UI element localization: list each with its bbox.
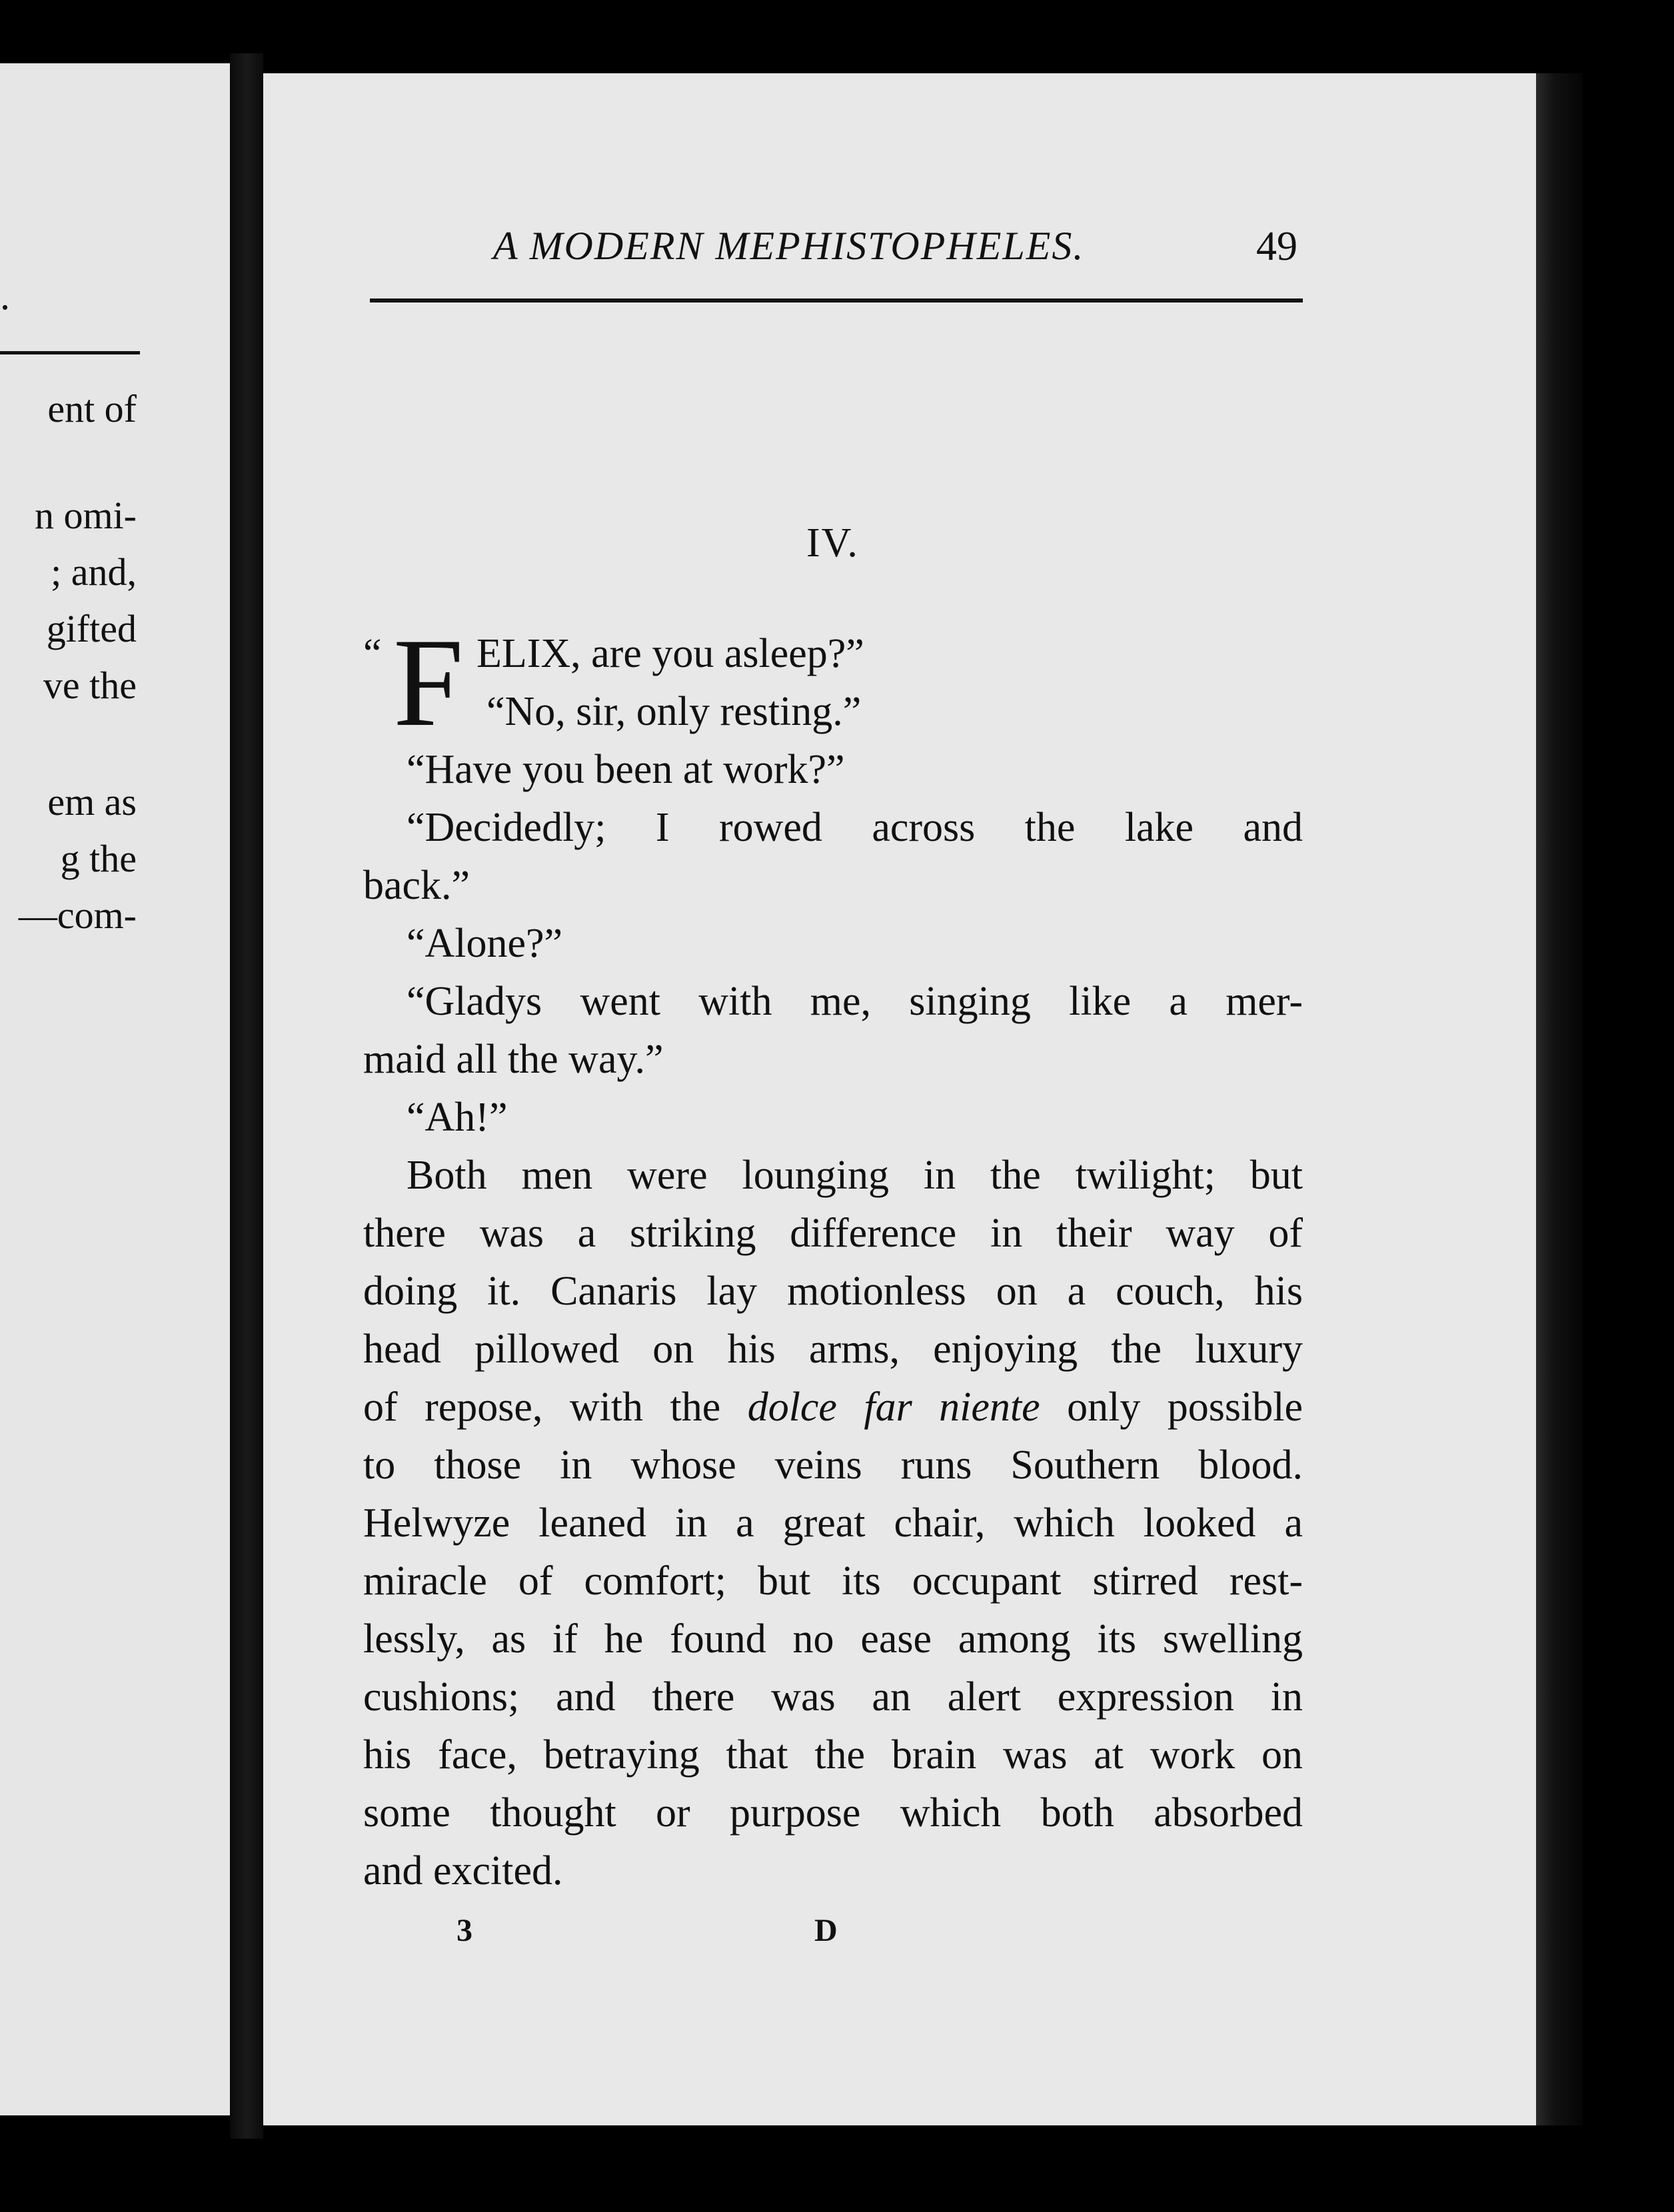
signature-letter: D	[814, 1913, 838, 1948]
left-page-line: gifted	[46, 607, 137, 650]
left-page-rule	[0, 351, 140, 354]
dialogue-line: “Alone?”	[407, 921, 563, 966]
paragraph-line: lessly, as if he found no ease among its swelling	[363, 1616, 1303, 1662]
paragraph-line: Helwyze leaned in a great chair, which looked a	[363, 1500, 1303, 1546]
italic-phrase: dolce far niente	[747, 1384, 1040, 1430]
left-page-line: em as	[47, 780, 137, 824]
dialogue-line: “Decidedly; I rowed across the lake and	[407, 805, 1303, 850]
dialogue-line: “No, sir, only resting.”	[486, 689, 862, 734]
dialogue-line: ELIX, are you asleep?”	[476, 631, 864, 676]
page-number: 49	[1256, 224, 1297, 269]
paragraph-line: to those in whose veins runs Southern blood.	[363, 1442, 1303, 1488]
dialogue-line: “Have you been at work?”	[407, 747, 845, 792]
dialogue-line: “Gladys went with me, singing like a mer-	[407, 979, 1303, 1024]
dialogue-line: back.”	[363, 863, 470, 908]
page-edge	[1536, 73, 1583, 2125]
left-page-header-fragment: .	[0, 274, 10, 318]
paragraph-line: cushions; and there was an alert expression in	[363, 1674, 1303, 1720]
paragraph-line: his face, betraying that the brain was at work on	[363, 1732, 1303, 1778]
dialogue-line: maid all the way.”	[363, 1037, 664, 1082]
drop-cap: F	[393, 613, 464, 753]
book-gutter	[230, 53, 263, 2139]
text-span: of repose, with the	[363, 1384, 721, 1430]
left-page-line: g the	[60, 837, 137, 880]
left-page-line: n omi-	[34, 494, 137, 537]
paragraph-line: some thought or purpose which both absorbed	[363, 1790, 1303, 1836]
paragraph-line: and excited.	[363, 1848, 563, 1894]
paragraph-line-with-italic	[363, 1386, 1303, 1428]
left-page-line: ent of	[47, 387, 137, 430]
header-rule	[370, 298, 1303, 302]
left-page-line: ve the	[43, 664, 137, 707]
signature-number: 3	[456, 1913, 472, 1948]
paragraph-line: Both men were lounging in the twilight; but	[407, 1153, 1303, 1198]
paragraph-line: there was a striking difference in their way of	[363, 1211, 1303, 1256]
paragraph-line: miracle of comfort; but its occupant stirred rest-	[363, 1558, 1303, 1604]
text-span: only possible	[1067, 1384, 1303, 1430]
left-page-line: —com-	[18, 893, 137, 937]
chapter-heading: IV.	[806, 520, 859, 566]
paragraph-line: doing it. Canaris lay motionless on a couch, his	[363, 1269, 1303, 1314]
running-head: A MODERN MEPHISTOPHELES.	[493, 224, 1085, 268]
dialogue-line: “Ah!”	[407, 1095, 508, 1140]
left-facing-page	[0, 63, 234, 2115]
left-page-line: ; and,	[51, 550, 137, 594]
opening-quote: “	[363, 631, 382, 676]
paragraph-line: head pillowed on his arms, enjoying the luxury	[363, 1327, 1303, 1372]
